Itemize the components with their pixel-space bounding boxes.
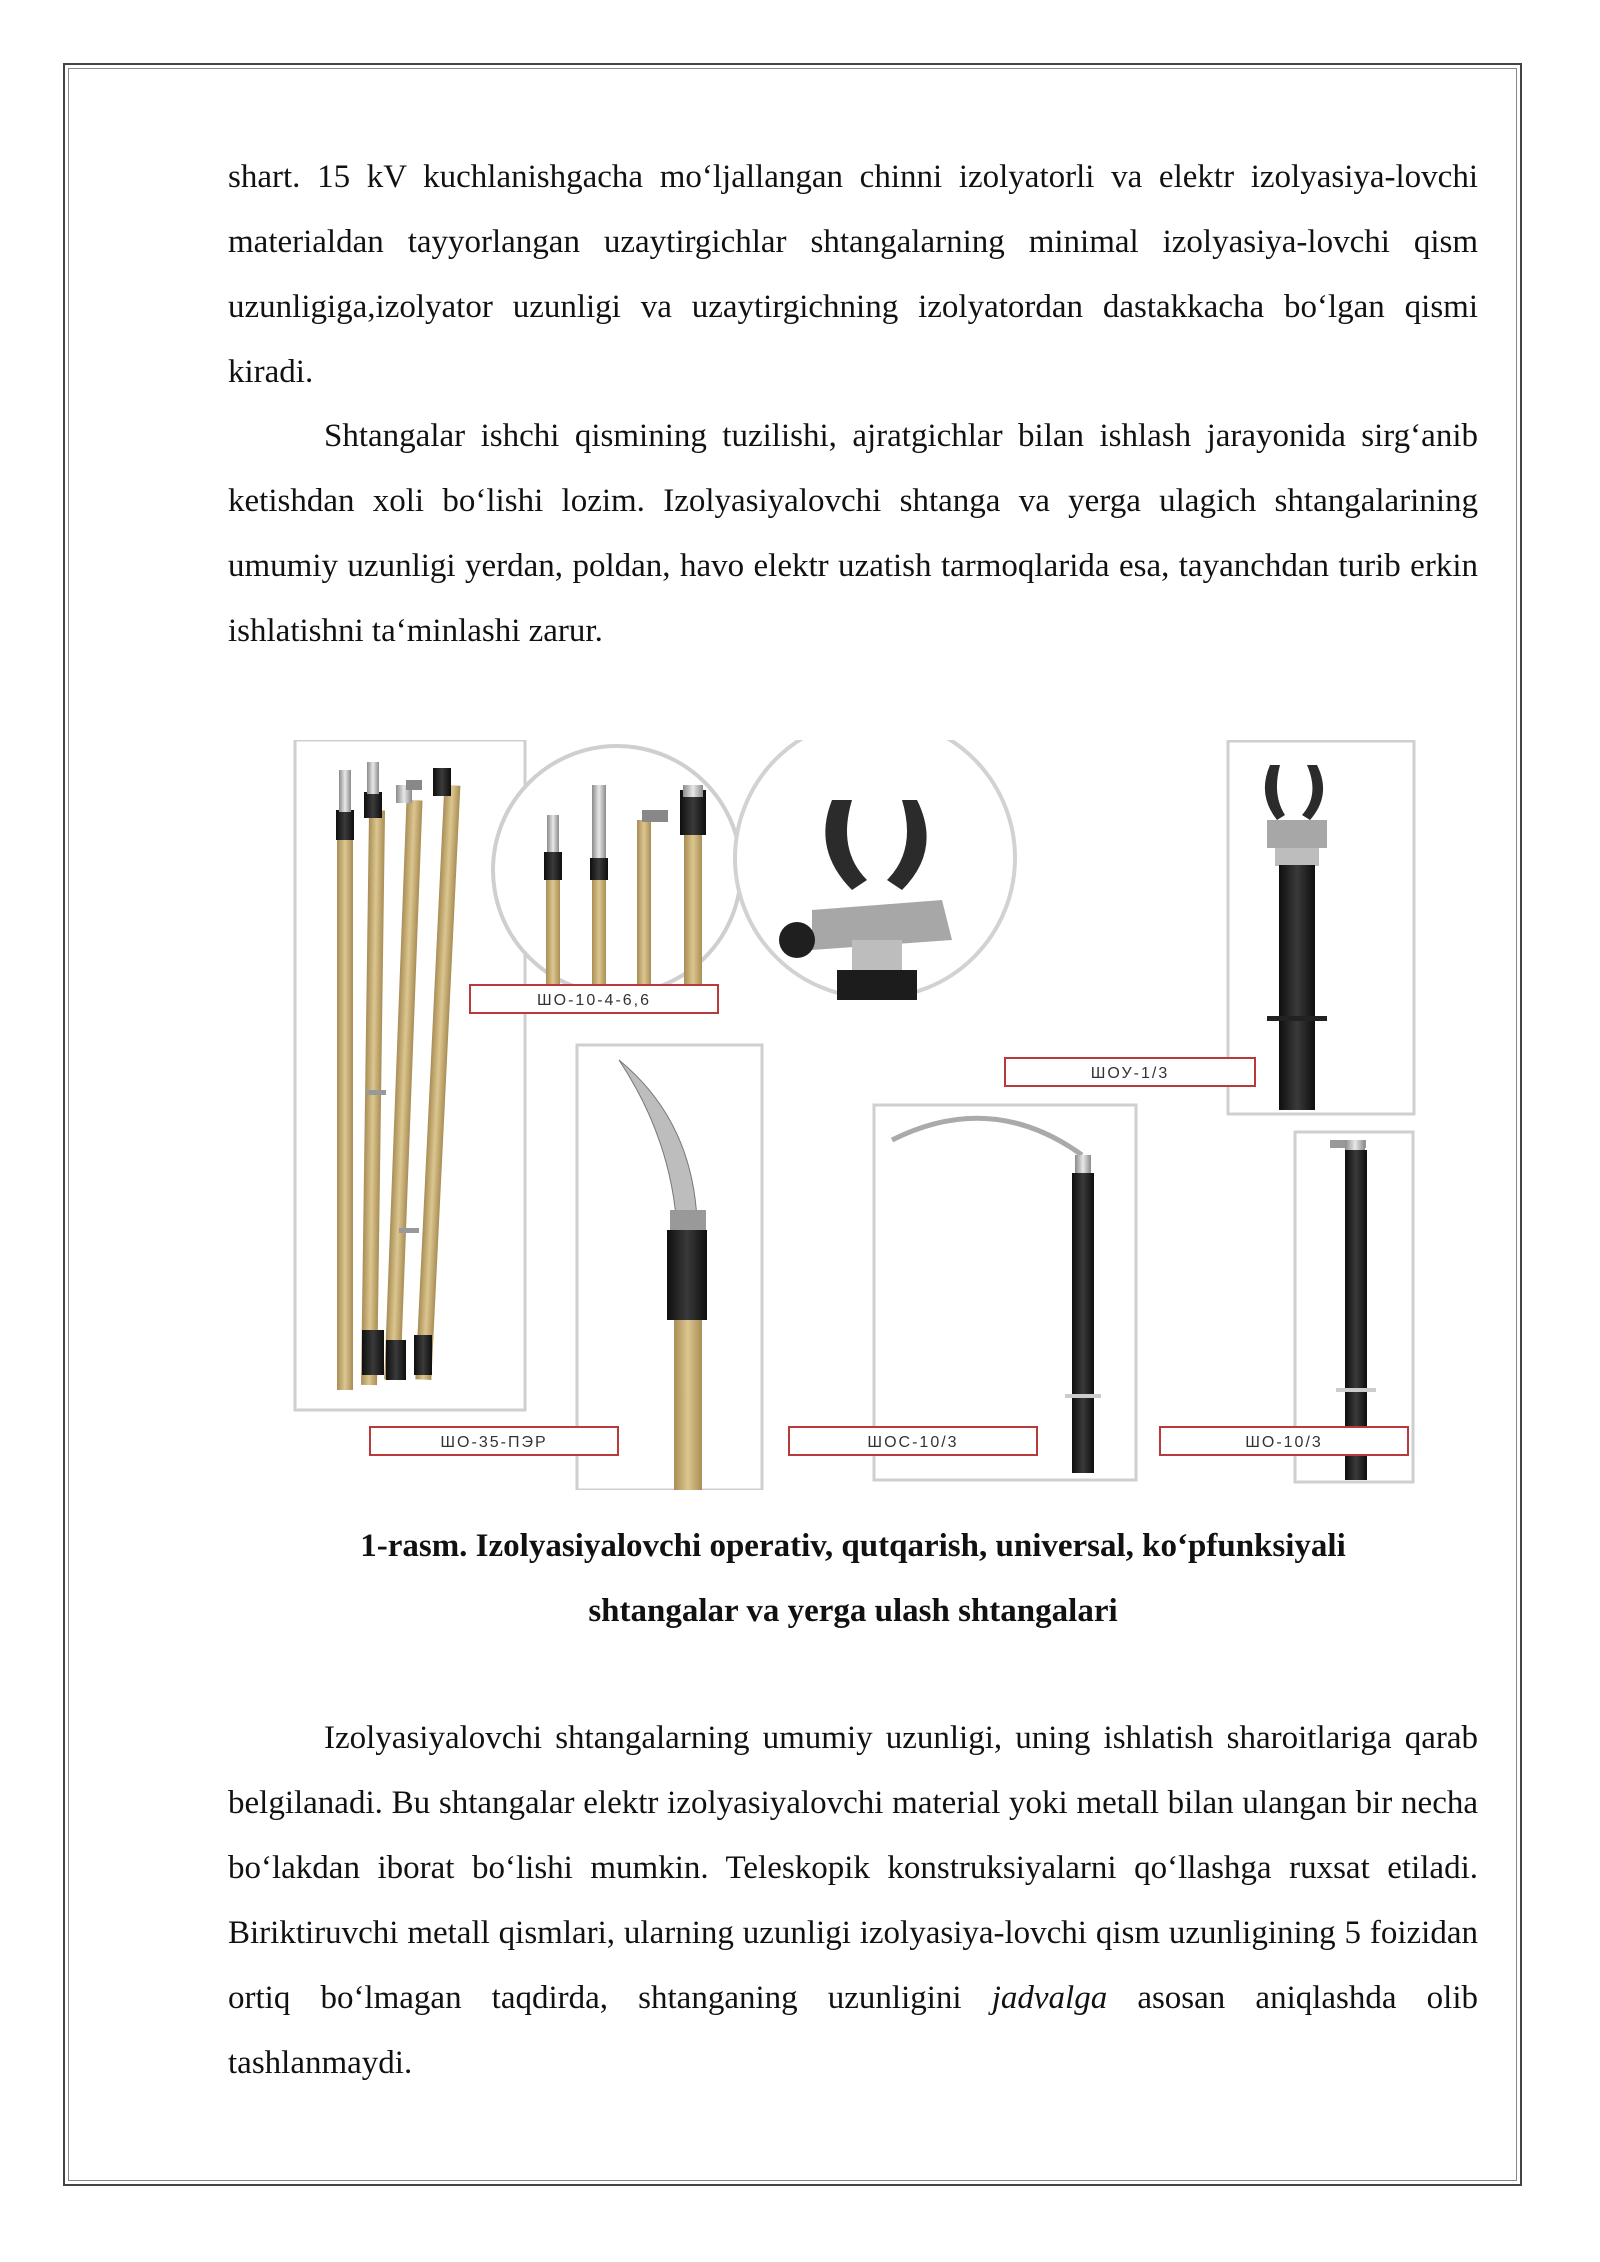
panel-shou-1-3-closeup: [735, 740, 1015, 1000]
paragraph-2-text: Shtangalar ishchi qismining tuzilishi, ajratgichlar bilan ishlash jarayonida sirg‘anib ketishdan xoli bo‘lishi lozim. Izolyasiyalovchi shtanga va yerga ulagich shtangalarining umumiy uzunligi yerdan, poldan, havo elektr uzatish tarmoqlarida esa, tayanchdan turib erkin ishlatishni ta‘minlashi zarur.: [228, 418, 1478, 649]
label-shou-1-3: [1005, 1058, 1255, 1086]
panel-sho-35-per: [295, 740, 525, 1410]
paragraph-3: [228, 1706, 1478, 2096]
figure-shtangalar: [292, 740, 1422, 1490]
paragraph-3-end: asosan aniqlashda olib tashlanmaydi.: [228, 1980, 1478, 2081]
svg-text:ШО-35-ПЭР: ШО-35-ПЭР: [440, 1434, 548, 1451]
panel-saw: [577, 1045, 762, 1490]
caption-line-1: 1-rasm. Izolyasiyalovchi operativ, qutqarish, universal, ko‘pfunksiyali: [360, 1528, 1346, 1564]
paragraph-3-italic-word: jadvalga: [991, 1980, 1108, 2016]
paragraph-3-text: [228, 1706, 1478, 2096]
paragraph-3-start: Izolyasiyalovchi shtangalarning umumiy uzunligi, uning ishlatish sharoitlariga qarab belgilanadi. Bu shtangalar elektr izolyasiyalovchi material yoki metall bilan ulangan bir necha bo‘lakdan iborat bo‘lishi mumkin. Teleskopik konstruksiyalarni qo‘llashga ruxsat etiladi. Biriktiruvchi metall qismlari, ularning uzunligi izolyasiya-lovchi qism uzunligining 5 foizidan ortiq bo‘lmagan taqdirda, shtanganing uzunligini: [228, 1720, 1478, 2016]
stick-1: [336, 770, 354, 1390]
svg-text:ШО-10-4-6,6: ШО-10-4-6,6: [536, 992, 652, 1009]
figure-illustration: [292, 740, 1422, 1490]
label-sho-35-per: [370, 1427, 618, 1455]
label-shos-10-3: [789, 1427, 1037, 1455]
svg-text:ШОС-10/3: ШОС-10/3: [867, 1434, 959, 1451]
figure-caption: [228, 1514, 1478, 1644]
panel-sho-10-4-6-6: [493, 746, 741, 994]
paragraph-1-text: shart. 15 kV kuchlanishgacha mo‘ljallangan chinni izolyatorli va elektr izolyasiya-lovchi materialdan tayyorlangan uzaytirgichlar shtangalarning minimal izolyasiya-lovchi qism uzunligiga,izolyator uzunligi va uzaytirgichning izolyatordan dastakkacha bo‘lgan qismi kiradi.: [228, 159, 1478, 390]
label-sho-10-4-6-6: [470, 985, 718, 1013]
caption-line-2: shtangalar va yerga ulash shtangalari: [588, 1593, 1118, 1629]
paragraph-2: [228, 404, 1478, 664]
svg-text:ШОУ-1/3: ШОУ-1/3: [1090, 1065, 1170, 1082]
paragraph-1: [228, 145, 1478, 405]
svg-text:ШО-10/3: ШО-10/3: [1245, 1434, 1323, 1451]
panel-shos-10-3: [874, 1105, 1136, 1480]
label-sho-10-3: [1160, 1427, 1408, 1455]
